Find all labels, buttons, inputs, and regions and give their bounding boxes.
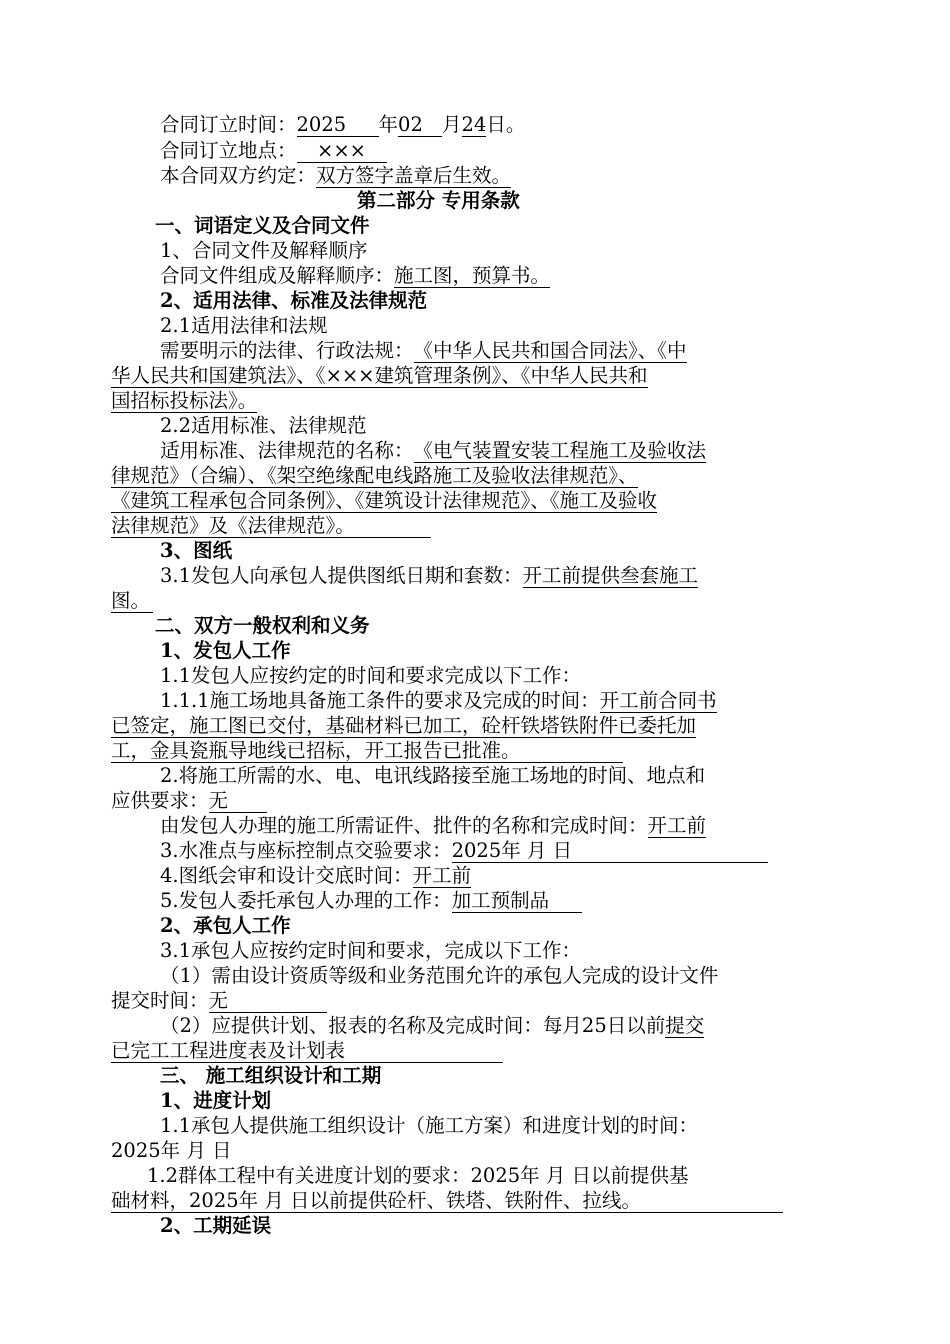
subheading: 2.2适用标准、法律规范: [160, 414, 367, 437]
heading-contractor-work: 2、承包人工作: [160, 914, 291, 937]
heading-section-2: 二、双方一般权利和义务: [155, 614, 370, 637]
heading-schedule: 1、进度计划: [160, 1089, 272, 1112]
text-line: 础材料，2025年 月 日以前提供砼杆、铁塔、铁附件、拉线。: [111, 1188, 783, 1214]
text-line: 律规范》（合编）、《架空绝缘配电线路施工及验收法律规范》、: [111, 464, 638, 487]
text-line: 已签定，施工图已交付，基础材料已加工，砼杆铁塔铁附件已委托加: [111, 714, 697, 737]
text-line: 工，金具瓷瓶导地线已招标，开工报告已批准。: [111, 738, 623, 764]
day-field: 24: [461, 113, 487, 136]
text-line: 1.1.1施工场地具备施工条件的要求及完成的时间：开工前合同书: [160, 689, 717, 712]
text-line: 3.1发包人向承包人提供图纸日期和套数：开工前提供叁套施工: [160, 564, 699, 587]
text-line: 已完工工程进度表及计划表: [111, 1038, 503, 1064]
text-line: 1.2群体工程中有关进度计划的要求：2025年 月 日以前提供基: [147, 1164, 689, 1187]
place-field: ×××: [297, 140, 387, 163]
text-line: 国招标投标法》。: [111, 389, 258, 412]
heading-3: 3、图纸: [160, 539, 233, 562]
heading-employer-work: 1、发包人工作: [160, 639, 291, 662]
text-line: 2025年 月 日: [111, 1139, 232, 1162]
contract-place-line: 合同订立地点：×××: [160, 138, 387, 164]
section-title: 第二部分 专用条款: [357, 189, 520, 212]
text-line: 法律规范》及《法律规范》。: [111, 513, 431, 539]
text-line: 1.1发包人应按约定的时间和要求完成以下工作：: [160, 664, 582, 687]
heading-delay: 2、工期延误: [160, 1214, 272, 1237]
text-line: 《建筑工程承包合同条例》、《建筑设计法律规范》、《施工及验收: [111, 489, 658, 512]
subheading: 1、合同文件及解释顺序: [160, 239, 368, 262]
text-line: 2.将施工所需的水、电、电讯线路接至施工场地的时间、地点和: [160, 764, 706, 787]
heading-1: 一、词语定义及合同文件: [155, 214, 370, 237]
text-line: 适用标准、法律规范的名称：《电气装置安装工程施工及验收法: [160, 439, 707, 462]
heading-2: 2、适用法律、标准及法律规范: [160, 289, 428, 312]
text-line: 由发包人办理的施工所需证件、批件的名称和完成时间：开工前: [160, 814, 707, 837]
text-line: 1.1承包人提供施工组织设计（施工方案）和进度计划的时间：: [160, 1114, 699, 1137]
text-line: 合同文件组成及解释顺序：施工图，预算书。: [160, 264, 551, 287]
agreement-field: 双方签字盖章后生效。: [316, 164, 512, 187]
text-line: 应供要求：无: [111, 788, 267, 814]
text-line: 5.发包人委托承包人办理的工作：加工预制品: [160, 888, 582, 914]
heading-section-3: 三、 施工组织设计和工期: [160, 1064, 382, 1087]
month-field: 02: [398, 114, 442, 137]
agreement-line: 本合同双方约定：双方签字盖章后生效。: [160, 164, 512, 187]
text-line: （1）需由设计资质等级和业务范围允许的承包人完成的设计文件: [160, 964, 719, 987]
text-line: 图。: [111, 588, 153, 614]
text-line: 3.水准点与座标控制点交验要求：2025年 月 日: [160, 838, 768, 864]
subheading: 2.1适用法律和法规: [160, 314, 328, 337]
text-line: 提交时间：无: [111, 988, 327, 1014]
text-line: 需要明示的法律、行政法规：《中华人民共和国合同法》、《中: [160, 339, 687, 362]
text-line: 3.1承包人应按约定时间和要求，完成以下工作：: [160, 939, 582, 962]
text-line: 4.图纸会审和设计交底时间：开工前: [160, 864, 472, 887]
year-field: 2025: [297, 114, 379, 137]
text-line: （2）应提供计划、报表的名称及完成时间：每月25日以前提交: [160, 1014, 705, 1037]
text-line: 华人民共和国建筑法》、《×××建筑管理条例》、《中华人民共和: [111, 364, 648, 387]
contract-date-line: 合同订立时间：2025年02月24日。: [160, 113, 526, 136]
